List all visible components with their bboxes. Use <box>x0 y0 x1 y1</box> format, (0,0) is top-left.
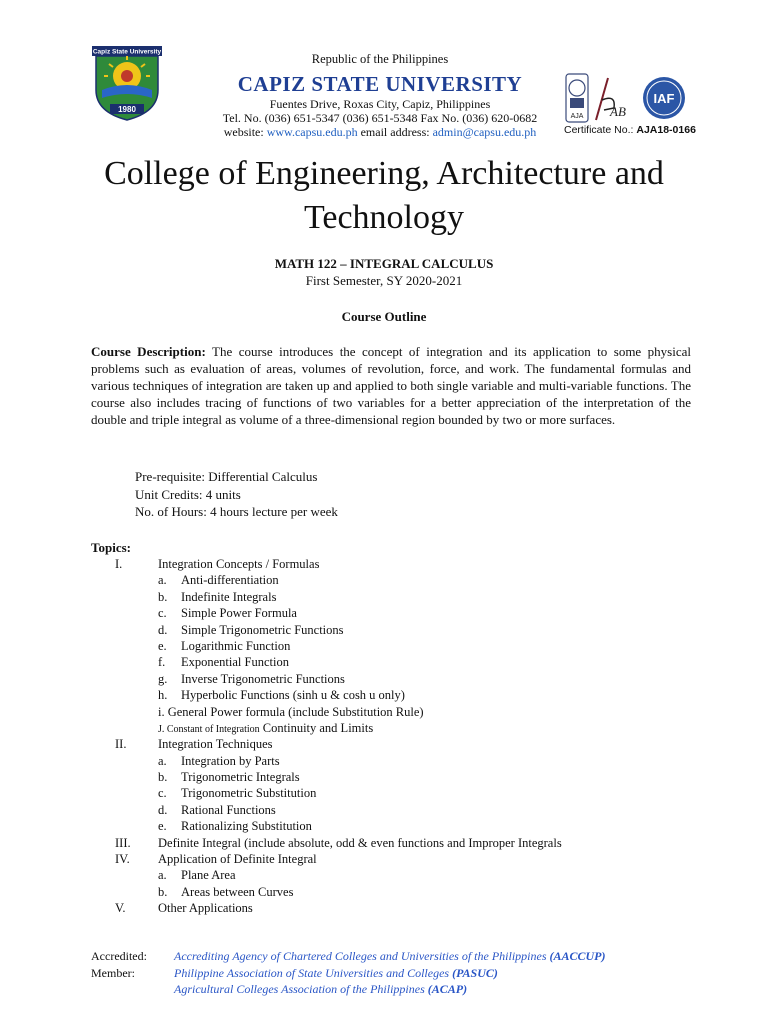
subtopic-text: Simple Power Formula <box>181 606 297 621</box>
certificate-number <box>564 124 696 136</box>
subtopic-text: Rationalizing Substitution <box>181 819 312 834</box>
subtopic-text: i. General Power formula (include Substitution Rule) <box>158 704 424 719</box>
subtopic-letter: d. <box>158 802 168 817</box>
email-link[interactable]: admin@capsu.edu.ph <box>432 125 537 139</box>
certificate-label: Certificate No.: <box>564 124 634 136</box>
subtopic-text: Trigonometric Integrals <box>181 770 300 785</box>
subtopic-row <box>0 720 768 736</box>
footer-affiliations <box>91 948 606 998</box>
republic-line: Republic of the Philippines <box>311 52 449 66</box>
certification-logos <box>564 72 688 130</box>
email-label: email address: <box>360 125 430 139</box>
member-row-2 <box>91 981 606 998</box>
subtopic-letter: e. <box>158 819 167 834</box>
subtopic-letter: b. <box>158 770 168 785</box>
website-label: website: <box>223 125 264 139</box>
subtopic-letter: c. <box>158 606 167 621</box>
subtopic-text: Indefinite Integrals <box>181 589 277 604</box>
topic-row <box>0 900 768 916</box>
subtopic-letter: a. <box>158 573 167 588</box>
subtopic-row <box>0 769 768 785</box>
accredited-agency: Accrediting Agency of Chartered Colleges and Universities of the Philippines <box>174 949 547 963</box>
prerequisite-line: Pre-requisite: Differential Calculus <box>135 469 318 484</box>
subtopic-row <box>0 605 768 621</box>
topic-numeral: III. <box>115 835 131 850</box>
member-label: Member: <box>91 965 135 980</box>
topic-label: Integration Concepts / Formulas <box>158 557 320 571</box>
subtopic-row <box>0 867 768 883</box>
accredited-label: Accredited: <box>91 949 147 963</box>
subtopic-row <box>0 753 768 769</box>
member-row <box>91 965 606 982</box>
member-abbr-1: (PASUC) <box>452 965 498 980</box>
subtopic-letter: f. <box>158 655 166 670</box>
subtopic-row <box>0 654 768 670</box>
unit-credits-line: Unit Credits: 4 units <box>135 486 241 502</box>
subtopic-row <box>0 638 768 654</box>
pab-text: AB <box>610 104 626 119</box>
subtopic-row <box>0 785 768 801</box>
subtopic-row <box>0 687 768 703</box>
college-title: College of Engineering, Architecture and Technology <box>104 155 664 236</box>
university-seal-logo <box>92 46 162 122</box>
topic-label: Other Applications <box>158 901 253 916</box>
subtopic-letter: g. <box>158 671 168 686</box>
member-association-1: Philippine Association of State Universities and Colleges <box>174 965 450 980</box>
course-code: MATH 122 – INTEGRAL CALCULUS <box>274 256 494 271</box>
subtopic-row <box>0 704 768 720</box>
subtopic-row <box>0 818 768 834</box>
contact-line <box>160 125 600 139</box>
subtopic-row <box>0 589 768 605</box>
accredited-abbr: (AACCUP) <box>549 949 606 963</box>
subtopic-text: Integration by Parts <box>181 753 280 768</box>
topics-heading: Topics: <box>91 540 131 555</box>
course-info <box>135 468 338 521</box>
subtopic-text-small: J. Constant of Integration <box>158 723 260 735</box>
outline-heading: Course Outline <box>341 309 427 324</box>
subtopic-letter: e. <box>158 638 167 653</box>
subtopic-text: Trigonometric Substitution <box>181 786 317 801</box>
topic-label: Definite Integral (include absolute, odd & even functions and Improper Integrals <box>158 835 562 850</box>
subtopic-row <box>0 884 768 900</box>
subtopic-row <box>0 671 768 687</box>
subtopic-row <box>0 802 768 818</box>
website-link[interactable]: www.capsu.edu.ph <box>266 125 358 139</box>
topic-numeral: IV. <box>115 852 130 867</box>
topic-numeral: V. <box>115 901 126 916</box>
address-line: Fuentes Drive, Roxas City, Capiz, Philippines <box>269 97 491 111</box>
subtopic-row <box>0 622 768 638</box>
topics-list <box>0 556 768 917</box>
subtopic-text: Anti-differentiation <box>181 573 279 588</box>
subtopic-text: Plane Area <box>181 868 236 883</box>
topic-numeral: II. <box>115 737 127 752</box>
subtopic-letter: h. <box>158 688 168 703</box>
subtopic-text: Inverse Trigonometric Functions <box>181 671 345 686</box>
description-label: Course Description: <box>91 344 206 359</box>
subtopic-text: Hyperbolic Functions (sinh u & cosh u only) <box>181 688 405 703</box>
description-text: The course introduces the concept of integration and its application to some physical problems such as evaluation of areas, volumes of revolution, force, and work. The fundamental formulas and various techniques of integration are taken up and applied to both single variable and multi-variable functions. The course also includes tracing of functions of two variables for a better appreciation of the interpretation of the double and triple integral as volume of a three-dimensional region bounded by two or more surfaces. <box>91 344 691 427</box>
subtopic-letter: b. <box>158 589 168 604</box>
topic-row <box>0 736 768 752</box>
subtopic-text: Logarithmic Function <box>181 638 291 653</box>
subtopic-letter: c. <box>158 786 167 801</box>
member-abbr-2: (ACAP) <box>427 982 468 996</box>
seal-year-text: 1980 <box>118 105 136 114</box>
iaf-logo <box>643 77 685 119</box>
course-description <box>91 343 691 428</box>
pab-logo <box>596 78 626 120</box>
certificate-value: AJA18-0166 <box>636 124 696 136</box>
accredited-row <box>91 948 606 965</box>
subtopic-text: Rational Functions <box>181 802 276 817</box>
subtopic-letter: d. <box>158 622 168 637</box>
iaf-text: IAF <box>653 91 675 106</box>
hours-line: No. of Hours: 4 hours lecture per week <box>135 504 338 519</box>
topic-row <box>0 835 768 851</box>
subtopic-letter: a. <box>158 753 167 768</box>
topic-row <box>0 556 768 572</box>
topic-row <box>0 851 768 867</box>
aja-text: AJA <box>570 113 584 120</box>
university-name: CAPIZ STATE UNIVERSITY <box>237 72 523 96</box>
topic-numeral: I. <box>115 557 123 571</box>
semester-line: First Semester, SY 2020-2021 <box>305 273 463 288</box>
tel-line: Tel. No. (036) 651-5347 (036) 651-5348 Fax No. (036) 620-0682 <box>222 111 538 125</box>
header-text-block <box>160 52 600 139</box>
topic-label: Application of Definite Integral <box>158 852 317 867</box>
topic-label: Integration Techniques <box>158 737 273 752</box>
subtopic-letter: a. <box>158 868 167 883</box>
seal-name-text: Capiz State University <box>92 48 162 56</box>
aja-logo <box>566 74 588 122</box>
subtopic-letter: b. <box>158 884 168 899</box>
member-association-2: Agricultural Colleges Association of the Philippines <box>174 982 425 996</box>
subtopic-text: Areas between Curves <box>181 884 294 899</box>
subtopic-row <box>0 572 768 588</box>
subtopic-text: Continuity and Limits <box>259 720 374 735</box>
subtopic-text: Simple Trigonometric Functions <box>181 622 344 637</box>
subtopic-text: Exponential Function <box>181 655 289 670</box>
